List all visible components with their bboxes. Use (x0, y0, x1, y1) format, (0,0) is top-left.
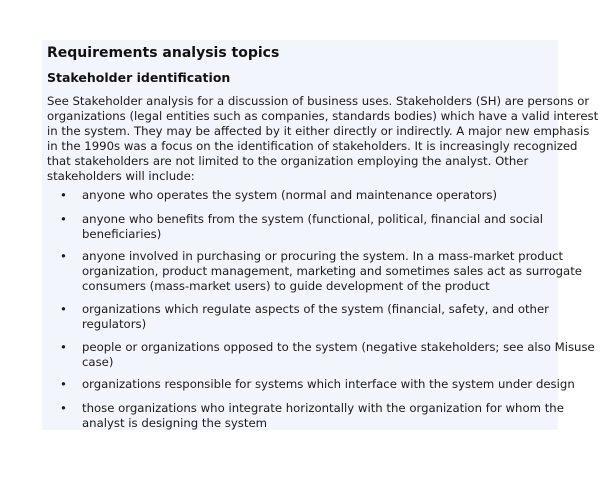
intro-paragraph (47, 94, 599, 184)
list-item-text: beneficiaries) (82, 227, 162, 241)
paragraph-line: organizations (legal entities such as companies, standards bodies) which have a valid interest (47, 109, 599, 123)
list-item-text: people or organizations opposed to the system (negative stakeholders; see also Misuse (82, 340, 595, 354)
bullet-icon: • (60, 401, 67, 415)
paragraph-line: See Stakeholder analysis for a discussion of business uses. Stakeholders (SH) are persons or (47, 94, 590, 108)
list-item-text: regulators) (82, 317, 147, 331)
bullet-icon: • (60, 302, 67, 316)
bullet-icon: • (60, 249, 67, 263)
list-item-text: those organizations who integrate horizontally with the organization for whom the (82, 401, 564, 415)
list-item-text: anyone involved in purchasing or procuring the system. In a mass-market product (82, 249, 564, 263)
bullet-icon: • (60, 340, 67, 354)
paragraph-line: in the system. They may be affected by it either directly or indirectly. A major new emphasis (47, 124, 590, 138)
list-item-text: organization, product management, marketing and sometimes sales act as surrogate (82, 264, 582, 278)
bullet-icon: • (60, 377, 67, 391)
list-item-text: case) (82, 355, 114, 369)
bullet-icon: • (60, 212, 67, 226)
list-item-text: organizations responsible for systems which interface with the system under design (82, 377, 575, 391)
section-heading: Requirements analysis topics (47, 45, 280, 61)
subsection-heading: Stakeholder identification (47, 70, 231, 85)
list-item-text: anyone who benefits from the system (functional, political, financial and social (82, 212, 543, 226)
list-item-text: analyst is designing the system (82, 416, 268, 430)
paragraph-line: in the 1990s was a focus on the identification of stakeholders. It is increasingly recognized (47, 139, 578, 153)
list-item-text: anyone who operates the system (normal and maintenance operators) (82, 188, 498, 202)
content-panel (42, 40, 599, 430)
bullet-icon: • (60, 188, 67, 202)
list-item-text: consumers (mass-market users) to guide development of the product (82, 279, 490, 293)
paragraph-line: that stakeholders are not limited to the organization employing the analyst. Other (47, 154, 529, 168)
paragraph-line: stakeholders will include: (47, 169, 195, 183)
list-item-text: organizations which regulate aspects of the system (financial, safety, and other (82, 302, 549, 316)
